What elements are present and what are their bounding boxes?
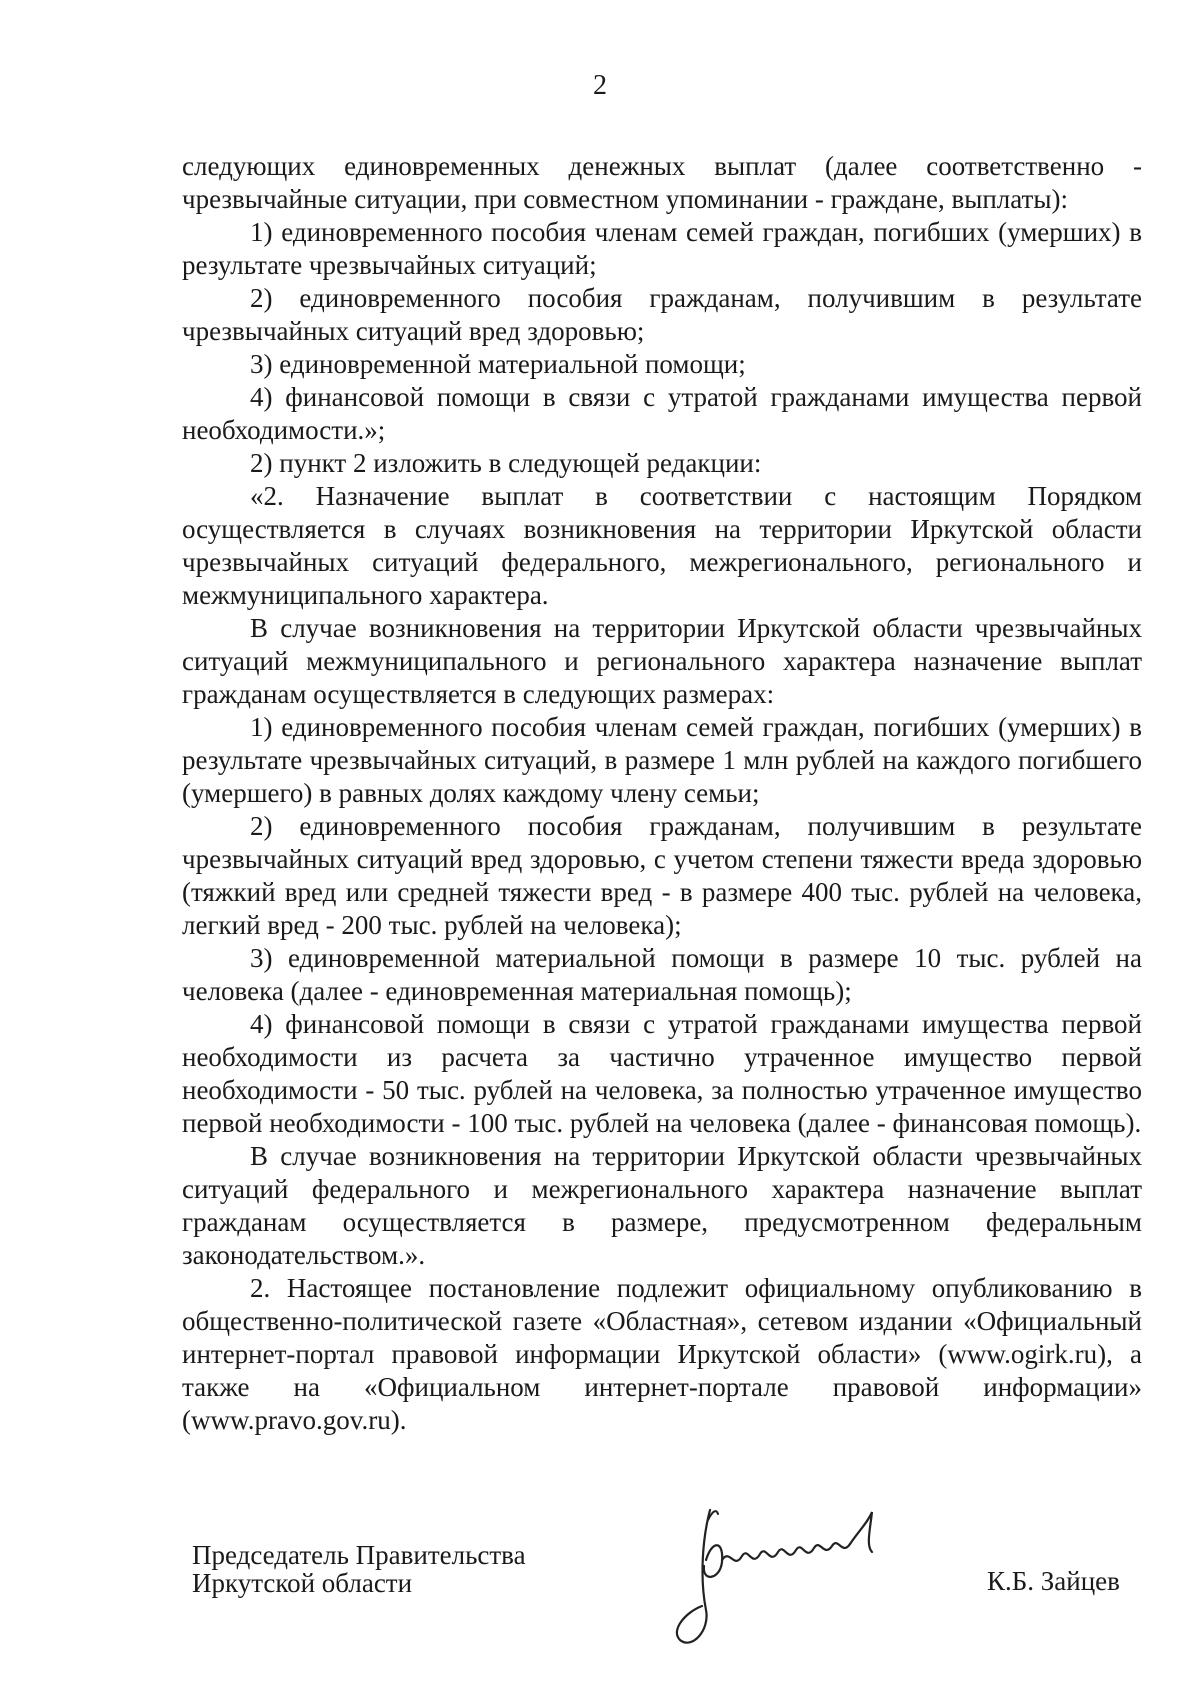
paragraph: В случае возникновения на территории Иркутской области чрезвычайных ситуаций межмуниципального и регионального характера назначение выплат гражданам осуществляется в следующих размерах: xyxy=(182,613,1142,709)
page-number: 2 xyxy=(593,70,607,101)
paragraph: 1) единовременного пособия членам семей граждан, погибших (умерших) в результате чрезвычайных ситуаций, в размере 1 млн рублей на каждого погибшего (умершего) в равных долях каждому члену семьи; xyxy=(182,712,1142,808)
handwritten-signature xyxy=(672,1500,932,1660)
paragraph: 1) единовременного пособия членам семей граждан, погибших (умерших) в результате чрезвычайных ситуаций; xyxy=(182,217,1142,280)
paragraph: В случае возникновения на территории Иркутской области чрезвычайных ситуаций федерального и межрегионального характера назначение выплат гражданам осуществляется в размере, предусмотренном федеральным законодательством.». xyxy=(182,1141,1142,1270)
paragraph: 2) пункт 2 изложить в следующей редакции: xyxy=(250,448,762,478)
paragraph: 3) единовременной материальной помощи в размере 10 тыс. рублей на человека (далее - единовременная материальная помощь); xyxy=(182,943,1142,1006)
signer-name: К.Б. Зайцев xyxy=(987,1566,1120,1596)
paragraph: 4) финансовой помощи в связи с утратой гражданами имущества первой необходимости.»; xyxy=(182,382,1142,445)
paragraph: 2. Настоящее постановление подлежит официальному опубликованию в общественно-политической газете «Областная», сетевом издании «Официальный интернет-портал правовой информации Иркутской области» (www.ogirk.ru), а также на «Официальном интернет-портале правовой информации» (www.pravo.gov.ru). xyxy=(182,1273,1142,1435)
paragraph: 3) единовременной материальной помощи; xyxy=(250,349,746,379)
paragraph: 4) финансовой помощи в связи с утратой гражданами имущества первой необходимости из расчета за частично утраченное имущество первой необходимости - 50 тыс. рублей на человека, за полностью утраченное имущество первой необходимости - 100 тыс. рублей на человека (далее - финансовая помощь). xyxy=(182,1009,1142,1138)
paragraph: «2. Назначение выплат в соответствии с настоящим Порядком осуществляется в случаях возникновения на территории Иркутской области чрезвычайных ситуаций федерального, межрегионального, регионального и межмуниципального характера. xyxy=(182,481,1142,610)
paragraph: 2) единовременного пособия гражданам, получившим в результате чрезвычайных ситуаций вред здоровью, с учетом степени тяжести вреда здоровью (тяжкий вред или средней тяжести вред - в размере 400 тыс. рублей на человека, легкий вред - 200 тыс. рублей на человека); xyxy=(182,811,1142,940)
position-line-2: Иркутской области xyxy=(192,1568,413,1598)
document-body xyxy=(182,150,1142,1437)
paragraph: следующих единовременных денежных выплат (далее соответственно - чрезвычайные ситуации, при совместном упоминании - граждане, выплаты): xyxy=(182,151,1142,214)
position-line-1: Председатель Правительства xyxy=(192,1540,526,1570)
signatory-position xyxy=(192,1541,526,1597)
paragraph: 2) единовременного пособия гражданам, получившим в результате чрезвычайных ситуаций вред здоровью; xyxy=(182,283,1142,346)
